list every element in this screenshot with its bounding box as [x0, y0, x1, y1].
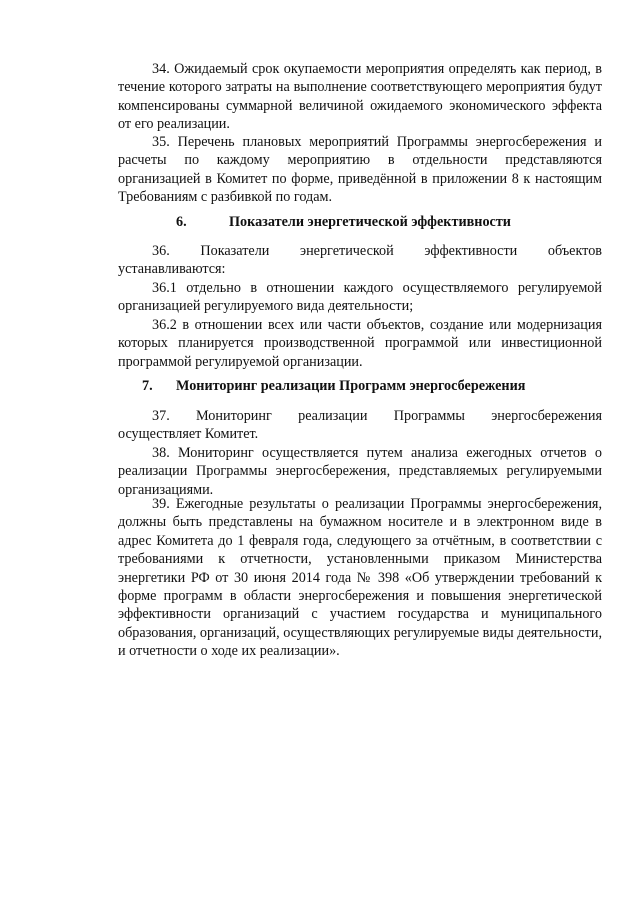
paragraph-36-line-1: 36. Показатели энергетической эффективности объектов	[152, 243, 602, 259]
paragraph-37-line-2: осуществляет Комитет.	[118, 426, 259, 442]
paragraph-36-2: 36.2 в отношении всех или части объектов, создание или модернизация которых планируется производственной программой или инвестиционной программой регулируемой организации.	[118, 317, 602, 370]
paragraph-35: 35. Перечень плановых мероприятий Программы энергосбережения и расчеты по каждому мероприятию в отдельности представляются организацией в Комитет по форме, приведённой в приложении 8 к настоящим Требованиям с разбивкой по годам.	[118, 134, 602, 206]
paragraph-38: 38. Мониторинг осуществляется путем анализа ежегодных отчетов о реализации Программы энергосбережения, представляемых регулируемыми организациями.	[118, 445, 602, 498]
section-number: 6.	[176, 214, 187, 230]
section-title: Показатели энергетической эффективности	[229, 214, 511, 230]
section-heading-7	[142, 377, 526, 395]
section-title: Мониторинг реализации Программ энергосбережения	[176, 378, 526, 394]
paragraph-34: 34. Ожидаемый срок окупаемости мероприятия определять как период, в течение которого затраты на выполнение соответствующего мероприятия будут компенсированы суммарной величиной ожидаемого экономического эффекта от его реализации.	[118, 61, 602, 133]
section-heading-6	[176, 213, 511, 231]
paragraph-36-line-2: устанавливаются:	[118, 261, 226, 277]
paragraph-37-line-1: 37. Мониторинг реализации Программы энергосбережения	[152, 408, 602, 424]
section-number: 7.	[142, 378, 153, 394]
paragraph-36-1: 36.1 отдельно в отношении каждого осуществляемого регулируемой организацией регулируемого вида деятельности;	[118, 280, 602, 315]
paragraph-39: 39. Ежегодные результаты о реализации Программы энергосбережения, должны быть представлены на бумажном носителе и в электронном виде в адрес Комитета до 1 февраля года, следующего за отчётным, в соответствии с требованиями к отчетности, установленными приказом Министерства энергетики РФ от 30 июня 2014 года № 398 «Об утверждении требований к форме программ в области энергосбережения и повышения энергетической эффективности организаций с участием государства и муниципального образования, организаций, осуществляющих регулируемые виды деятельности, и отчетности о ходе их реализации».	[118, 496, 602, 660]
